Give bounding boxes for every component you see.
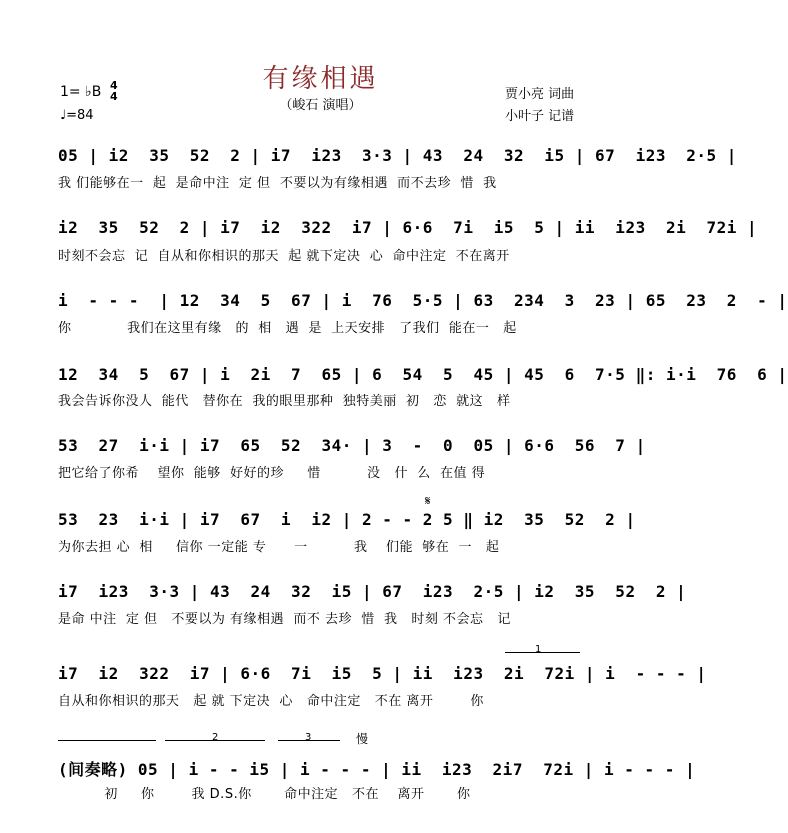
volta-2-label: 2 — [212, 732, 219, 743]
time-signature-top: 4 — [110, 79, 118, 92]
score-line-1-music: 05 | i2 35 52 2 | i7 i23 3·3 | 43 24 32 i5 | 67 i23 2·5 | — [58, 146, 737, 165]
score-line-5-music: 53 27 i·i | i7 65 52 34· | 3 - 0 05 | 6·6 56 7 | — [58, 436, 646, 455]
score-line-4-lyrics: 我会告诉你没人 能代 替你在 我的眼里那种 独特美丽 初 恋 就这 样 — [58, 394, 511, 409]
score-line-6-lyrics: 为你去担 心 相 信你 一定能 专 一 我 们能 够在 一 起 — [58, 540, 500, 555]
score-line-6-music: 53 23 i·i | i7 67 i i2 | 2 - - 2 5 ‖ i2 35 52 2 | — [58, 510, 636, 529]
credits — [505, 84, 574, 128]
score-line-8-music: i7 i2 322 i7 | 6·6 7i i5 5 | ii i23 2i 72i | i - - - | — [58, 664, 707, 683]
segno-sign: 𝄋 — [425, 494, 431, 509]
score-line-7-music: i7 i23 3·3 | 43 24 32 i5 | 67 i23 2·5 | i2 35 52 2 | — [58, 582, 687, 601]
lyrics-composer-credit: 贾小亮 词曲 — [505, 87, 575, 102]
score-line-2-music: i2 35 52 2 | i7 i2 322 i7 | 6·6 7i i5 5 | ii i23 2i 72i | — [58, 218, 758, 237]
intro-rule — [58, 740, 156, 741]
key-signature: 1= ♭B — [60, 84, 102, 100]
score-line-9-music: (间奏略) 05 | i - - i5 | i - - - | ii i23 2i7 72i | i - - - | — [58, 760, 696, 779]
transcriber-credit: 小叶子 记谱 — [505, 109, 575, 124]
singer-credit: （峻石 演唱） — [279, 98, 362, 113]
score-line-1-lyrics: 我 们能够在一 起 是命中注 定 但 不要以为有缘相遇 而不去珍 惜 我 — [58, 176, 497, 191]
score-line-8-lyrics: 自从和你相识的那天 起 就 下定决 心 命中注定 不在 离开 你 — [58, 694, 484, 709]
song-title: 有缘相遇 — [262, 64, 379, 94]
volta-1-bracket — [505, 652, 580, 653]
score-line-3-lyrics: 你 我们在这里有缘 的 相 遇 是 上天安排 了我们 能在一 起 — [58, 321, 517, 336]
score-line-9-lyrics: 初 你 我 D.S.你 命中注定 不在 离开 你 — [58, 787, 471, 802]
volta-1-label: 1 — [535, 644, 542, 655]
tempo-marking: ♩=84 — [60, 108, 94, 123]
score-line-7-lyrics: 是命 中注 定 但 不要以为 有缘相遇 而不 去珍 惜 我 时刻 不会忘 记 — [58, 612, 511, 627]
volta-3-label: 3 — [305, 732, 312, 743]
score-line-4-music: 12 34 5 67 | i 2i 7 65 | 6 54 5 45 | 45 6 7·5 ‖: i·i 76 6 | — [58, 365, 788, 384]
tempo-slow-mark: 慢 — [356, 732, 369, 746]
time-signature — [110, 80, 118, 102]
score-line-3-music: i - - - | 12 34 5 67 | i 76 5·5 | 63 234 3 23 | 65 23 2 - | — [58, 291, 788, 310]
score-line-5-lyrics: 把它给了你希 望你 能够 好好的珍 惜 没 什 么 在值 得 — [58, 466, 486, 481]
score-line-2-lyrics: 时刻不会忘 记 自从和你相识的那天 起 就下定决 心 命中注定 不在离开 — [58, 249, 510, 264]
time-signature-bottom: 4 — [110, 90, 118, 103]
